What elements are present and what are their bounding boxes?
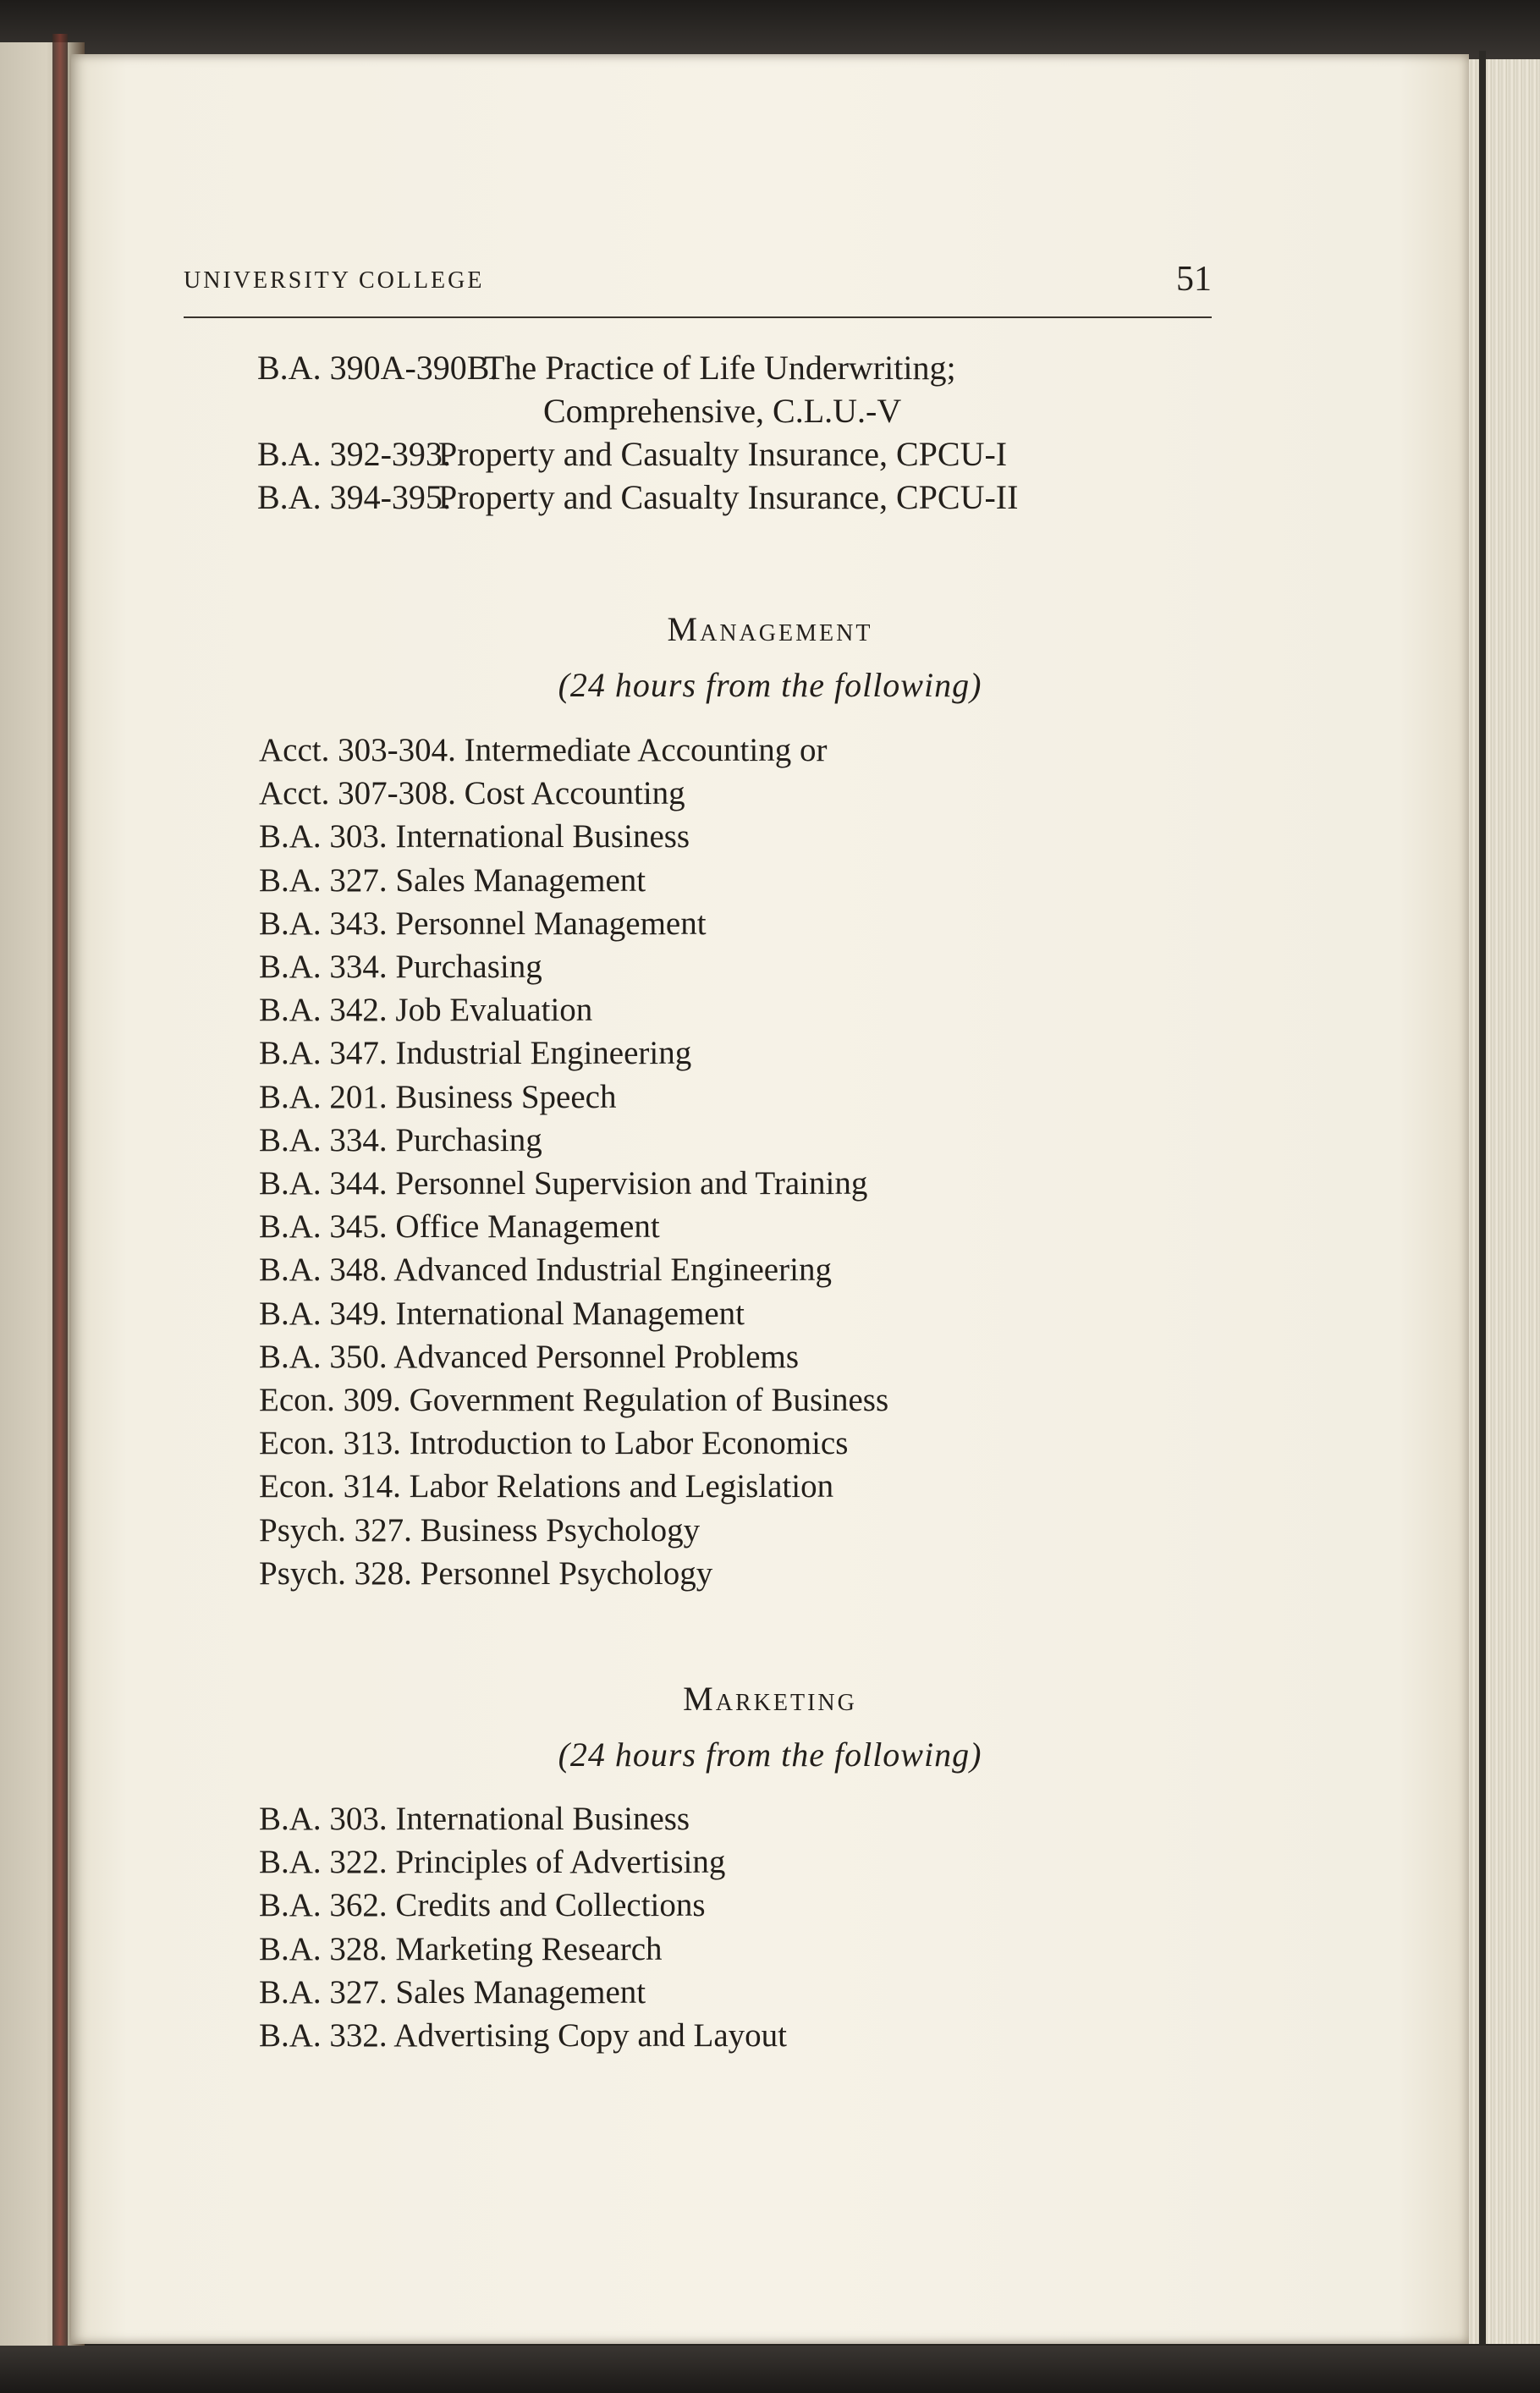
course-title: Property and Casualty Insurance, CPCU-II [438,478,1019,516]
page-content [71,54,1469,2344]
course-code: B.A. 390A-390B. [257,349,498,387]
course-row [257,432,1018,476]
header-rule [184,316,1212,318]
list-item: Psych. 327. Business Psychology [259,1511,701,1549]
management-course-list [259,729,888,1595]
section-subheading-marketing: (24 hours from the following) [558,1736,982,1774]
course-row [257,476,1018,519]
list-item: B.A. 348. Advanced Industrial Engineering [259,1252,832,1289]
book-spine [52,34,68,2369]
course-title-continuation: Comprehensive, C.L.U.-V [543,392,902,430]
list-item: B.A. 303. International Business [259,818,690,855]
list-item: B.A. 327. Sales Management [259,861,646,899]
course-title: The Practice of Life Underwriting; [484,349,956,387]
course-code: B.A. 394-395. [257,478,451,516]
section-heading-marketing: Marketing [683,1680,857,1718]
list-item: B.A. 345. Office Management [259,1208,660,1246]
list-item: B.A. 347. Industrial Engineering [259,1035,692,1072]
section-subheading-management: (24 hours from the following) [558,666,982,704]
insurance-course-block [257,346,1018,519]
book-page [71,54,1469,2344]
list-item: B.A. 201. Business Speech [259,1078,617,1115]
list-item: Acct. 303-304. Intermediate Accounting or [259,732,828,768]
list-item: B.A. 332. Advertising Copy and Layout [259,2017,787,2055]
list-item: B.A. 342. Job Evaluation [259,992,593,1029]
list-item: Acct. 307-308. Cost Accounting [259,775,685,812]
list-item: Econ. 309. Government Regulation of Business [259,1382,889,1419]
list-item: B.A. 328. Marketing Research [259,1930,663,1967]
course-row [257,346,1018,389]
list-item: B.A. 322. Principles of Advertising [259,1844,726,1881]
marketing-course-list [259,1797,787,2057]
list-item: Econ. 313. Introduction to Labor Economics [259,1425,849,1462]
list-item: B.A. 343. Personnel Management [259,905,707,942]
cover-edge [1479,51,1486,2352]
scan-background-bottom [0,2346,1540,2393]
list-item: B.A. 327. Sales Management [259,1973,646,2011]
running-head-text: UNIVERSITY COLLEGE [184,267,485,294]
scan-background-top [0,0,1540,61]
page-number: 51 [1176,260,1212,299]
list-item: B.A. 350. Advanced Personnel Problems [259,1338,800,1375]
list-item: Econ. 314. Labor Relations and Legislation [259,1468,834,1505]
list-item: B.A. 344. Personnel Supervision and Training [259,1165,868,1202]
list-item: B.A. 362. Credits and Collections [259,1887,706,1924]
running-head [184,260,1212,299]
list-item: B.A. 334. Purchasing [259,1121,542,1158]
list-item: B.A. 349. International Management [259,1295,745,1332]
list-item: B.A. 334. Purchasing [259,949,542,986]
course-code: B.A. 392-393. [257,435,451,473]
list-item: B.A. 303. International Business [259,1801,690,1837]
list-item: Psych. 328. Personnel Psychology [259,1554,713,1592]
section-heading-management: Management [667,610,873,648]
course-title: Property and Casualty Insurance, CPCU-I [438,435,1008,473]
